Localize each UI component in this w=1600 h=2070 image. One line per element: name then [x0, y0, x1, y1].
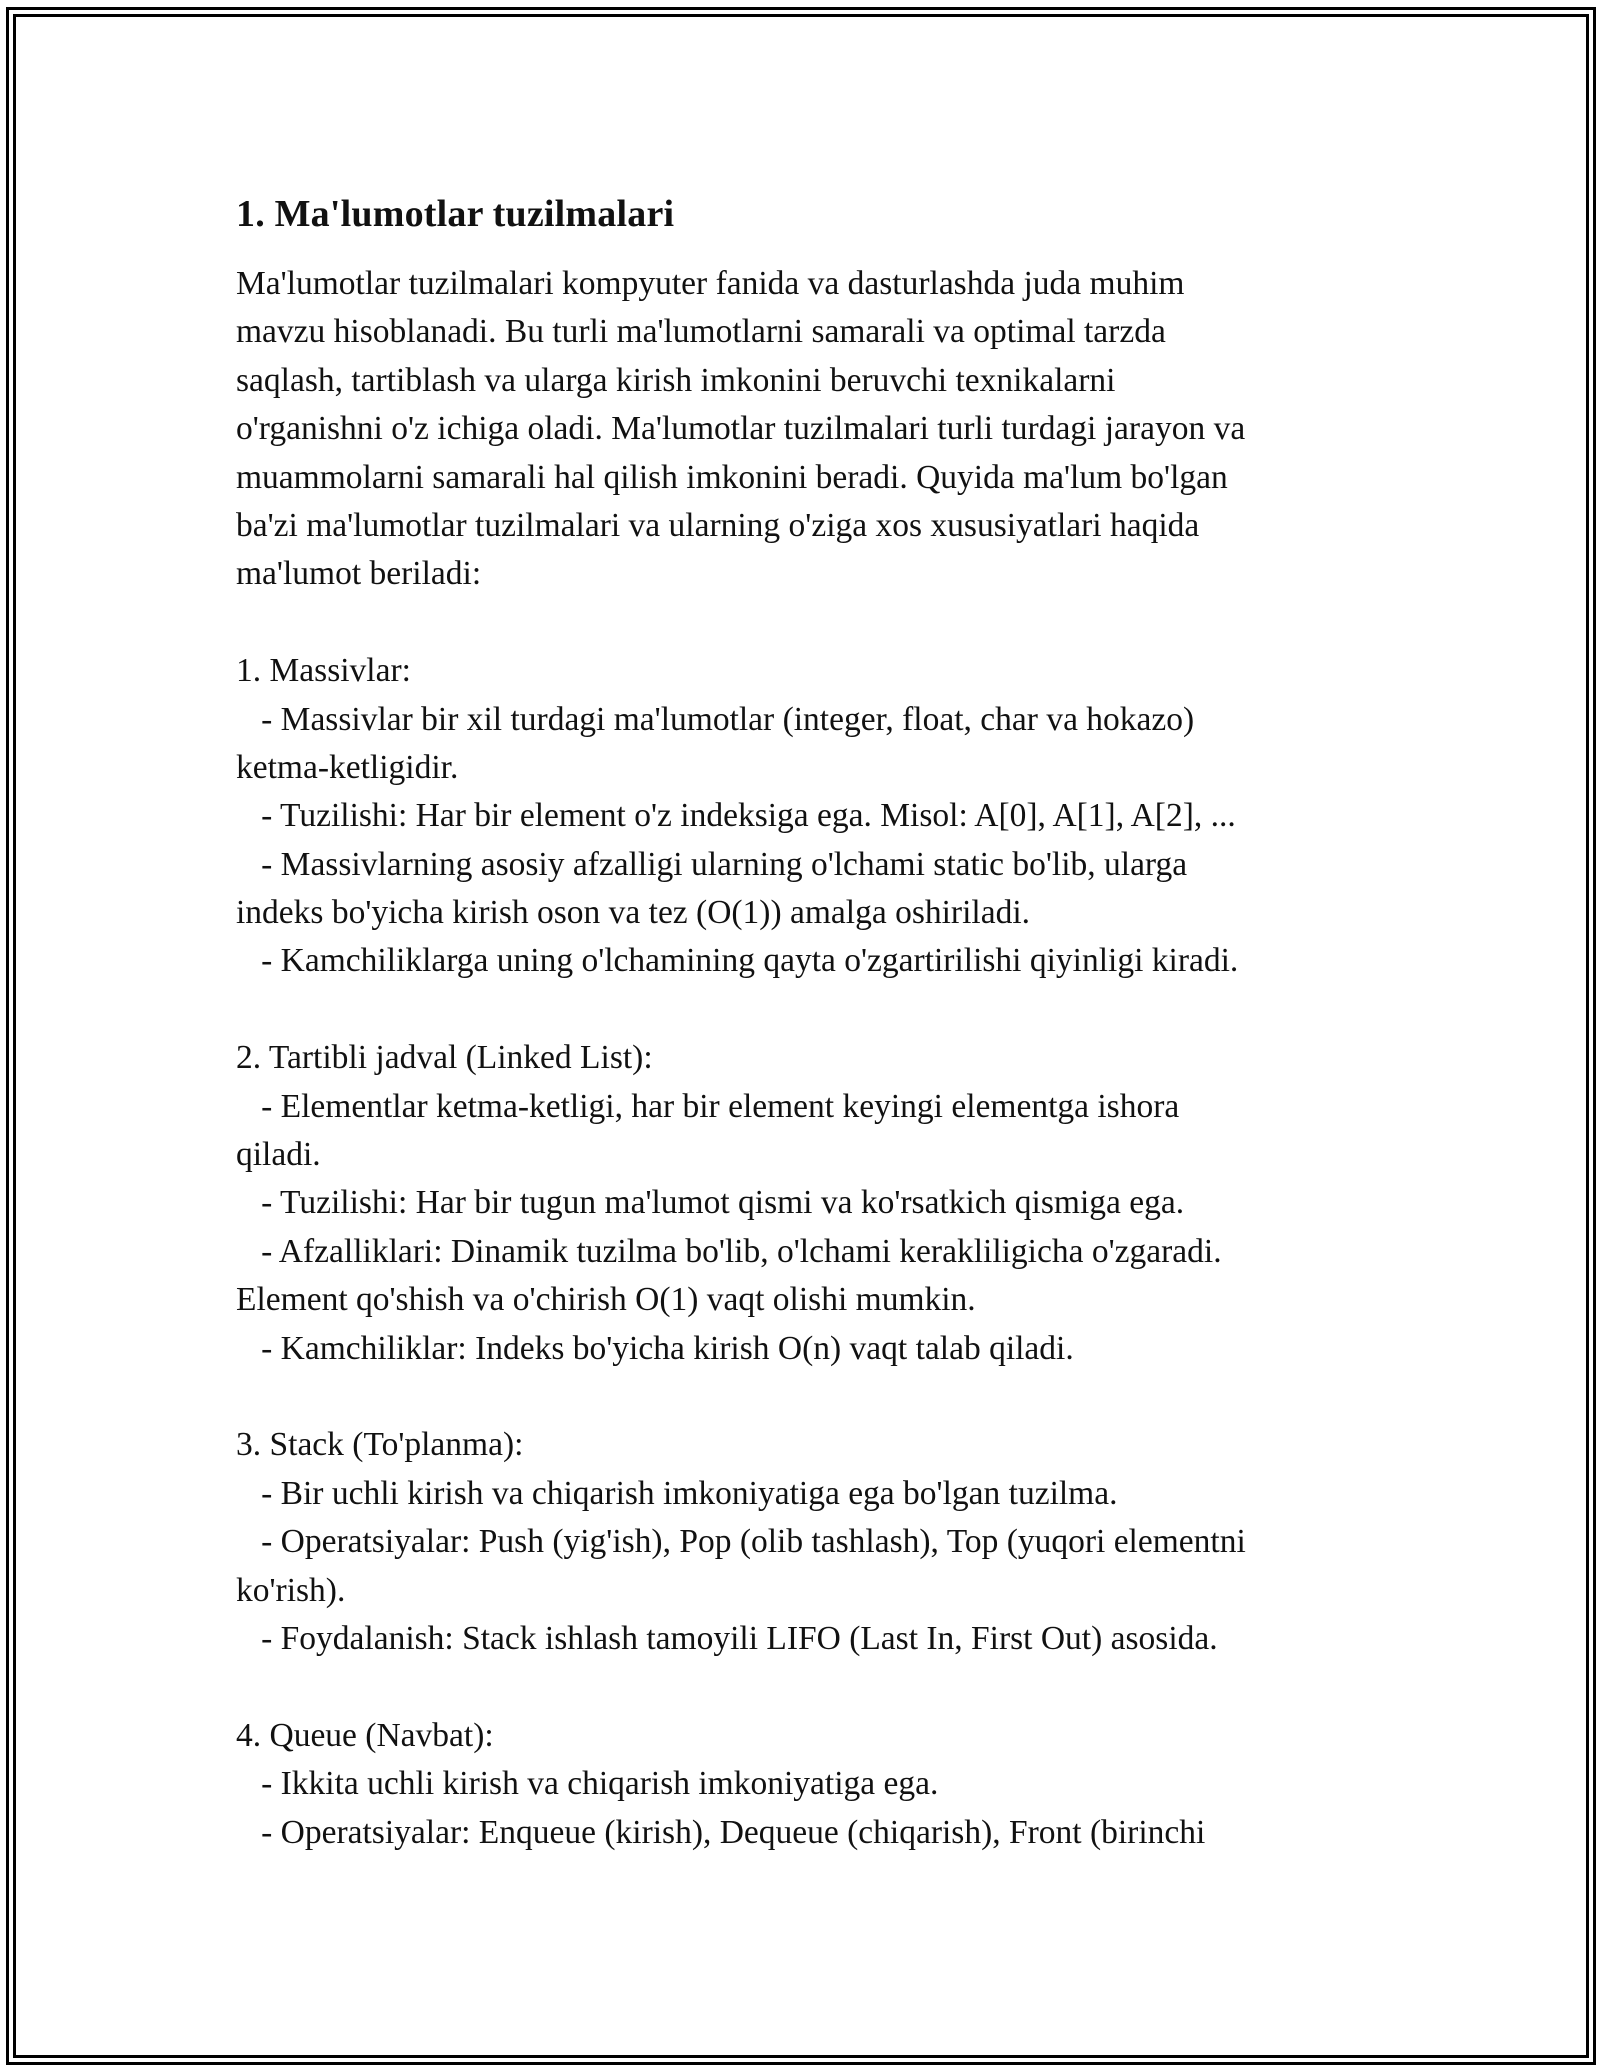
section-line: - Afzalliklari: Dinamik tuzilma bo'lib, o'lchami kerakliligicha o'zgaradi. [236, 1232, 1222, 1270]
section-line: Element qo'shish va o'chirish O(1) vaqt olishi mumkin. [236, 1281, 976, 1319]
paragraph-gap [236, 1373, 1376, 1421]
section-line: - Elementlar ketma-ketligi, har bir element keyingi elementga ishora [236, 1087, 1180, 1125]
paragraph-gap [236, 599, 1376, 647]
section-line: indeks bo'yicha kirish oson va tez (O(1)) amalga oshiriladi. [236, 894, 1031, 932]
section-line: ko'rish). [236, 1571, 346, 1609]
document-content [236, 186, 1376, 1857]
section-massivlar [236, 647, 1376, 986]
section-queue [236, 1712, 1376, 1857]
document-body [236, 260, 1376, 1857]
section-line: - Operatsiyalar: Push (yig'ish), Pop (olib tashlash), Top (yuqori elementni [236, 1523, 1246, 1561]
section-heading: 1. Massivlar: [236, 652, 411, 690]
paragraph-gap [236, 1663, 1376, 1711]
intro-line: mavzu hisoblanadi. Bu turli ma'lumotlarni samarali va optimal tarzda [236, 313, 1166, 351]
intro-line: ma'lumot beriladi: [236, 555, 482, 593]
section-line: - Massivlar bir xil turdagi ma'lumotlar (integer, float, char va hokazo) [236, 700, 1195, 738]
intro-line: ba'zi ma'lumotlar tuzilmalari va ularning o'ziga xos xususiyatlari haqida [236, 506, 1200, 544]
section-line: - Operatsiyalar: Enqueue (kirish), Dequeue (chiqarish), Front (birinchi [236, 1813, 1206, 1851]
section-heading: 3. Stack (To'planma): [236, 1426, 524, 1464]
paragraph-gap [236, 986, 1376, 1034]
intro-line: saqlash, tartiblash va ularga kirish imkonini beruvchi texnikalarni [236, 361, 1116, 399]
section-line: ketma-ketligidir. [236, 748, 459, 786]
document-title: 1. Ma'lumotlar tuzilmalari [236, 193, 675, 235]
intro-line: Ma'lumotlar tuzilmalari kompyuter fanida va dasturlashda juda muhim [236, 265, 1185, 302]
section-heading: 2. Tartibli jadval (Linked List): [236, 1039, 653, 1077]
section-line: - Tuzilishi: Har bir element o'z indeksiga ega. Misol: A[0], A[1], A[2], ... [236, 797, 1236, 835]
section-line: - Kamchiliklar: Indeks bo'yicha kirish O(n) vaqt talab qiladi. [236, 1329, 1074, 1367]
section-heading: 4. Queue (Navbat): [236, 1716, 494, 1754]
intro-paragraph [236, 260, 1376, 599]
section-line: - Foydalanish: Stack ishlash tamoyili LIFO (Last In, First Out) asosida. [236, 1619, 1218, 1657]
intro-line: muammolarni samarali hal qilish imkonini beradi. Quyida ma'lum bo'lgan [236, 458, 1228, 496]
section-line: - Bir uchli kirish va chiqarish imkoniyatiga ega bo'lgan tuzilma. [236, 1474, 1118, 1512]
section-line: - Ikkita uchli kirish va chiqarish imkoniyatiga ega. [236, 1765, 939, 1803]
section-line: qiladi. [236, 1136, 321, 1174]
section-stack [236, 1421, 1376, 1663]
intro-line: o'rganishni o'z ichiga oladi. Ma'lumotlar tuzilmalari turli turdagi jarayon va [236, 410, 1246, 448]
section-line: - Tuzilishi: Har bir tugun ma'lumot qismi va ko'rsatkich qismiga ega. [236, 1184, 1185, 1222]
section-line: - Massivlarning asosiy afzalligi ularning o'lchami static bo'lib, ularga [236, 845, 1188, 883]
section-line: - Kamchiliklarga uning o'lchamining qayta o'zgartirilishi qiyinligi kiradi. [236, 942, 1239, 980]
section-linked-list [236, 1034, 1376, 1373]
